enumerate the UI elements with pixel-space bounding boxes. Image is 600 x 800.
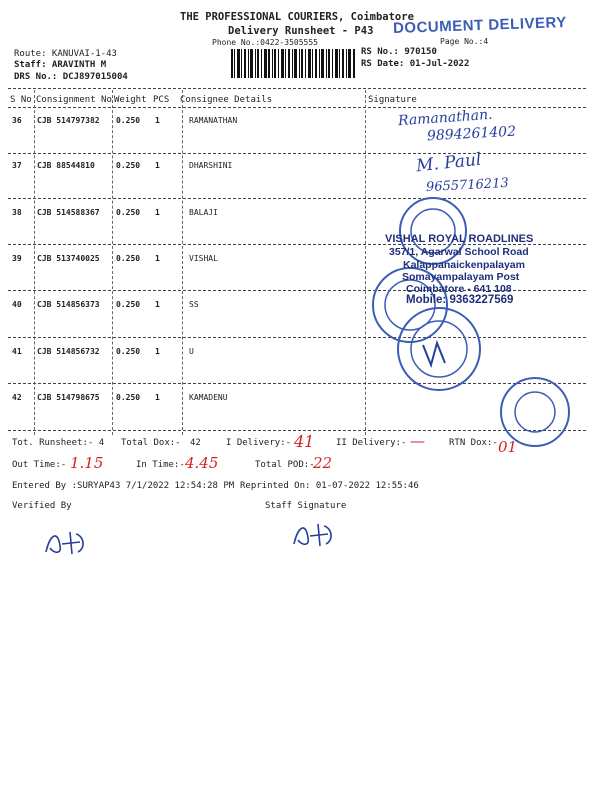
out-time-label: Out Time:- [12,460,67,470]
signature-dharshini: M. Paul [415,149,483,177]
row-pcs: 1 [155,393,160,402]
row-consignee: U [189,347,194,356]
row-weight: 0.250 [116,116,141,125]
reprinted-on: Reprinted On: 01-07-2022 12:55:46 [240,481,419,491]
row-weight: 0.250 [116,208,141,217]
row-pcs: 1 [155,300,160,309]
row-consignment: CJB 88544810 [37,161,95,170]
verified-signature-mark [40,524,95,562]
row-consignment: CJB 514856373 [37,300,100,309]
row-consignee: KAMADENU [189,393,228,402]
row-sno: 38 [12,208,22,217]
i-delivery-value: 41 [294,432,315,451]
stamp-mobile: Mobile: 9363227569 [406,294,514,306]
in-time-label: In Time:- [136,460,185,470]
out-time-value: 1.15 [70,454,104,472]
row-consignee: RAMANATHAN [189,116,238,125]
row-rule [8,198,586,199]
row-consignment: CJB 514588367 [37,208,100,217]
document-title: Delivery Runsheet - P43 [228,25,374,37]
row-consignee: BALAJI [189,208,218,217]
verified-by-label: Verified By [12,501,72,511]
row-sno: 37 [12,161,22,170]
col-header-weight: Weight [114,95,147,105]
total-dox-label: Total Dox:- [121,438,181,448]
staff-signature-label: Staff Signature [265,501,347,511]
row-sno: 39 [12,254,22,263]
row-sno: 42 [12,393,22,402]
signature-ramanathan: Ramanathan. [397,106,494,130]
table-header-rule [8,107,586,108]
row-sno: 41 [12,347,22,356]
company-name: THE PROFESSIONAL COURIERS, Coimbatore [180,11,414,23]
row-weight: 0.250 [116,254,141,263]
row-consignment: CJB 514797382 [37,116,100,125]
signature-ramanathan-phone: 9894261402 [426,123,517,145]
row-consignment: CJB 514798675 [37,393,100,402]
stamp-address-line: Kalappanaickenpalayam [403,259,525,271]
stamp-address-line: 357/1, Agarwal School Road [389,246,529,258]
in-time-value: 4.45 [185,454,219,472]
document-delivery-stamp: DOCUMENT DELIVERY [392,13,568,38]
staff-label: Staff: ARAVINTH M [14,60,107,70]
row-sno: 36 [12,116,22,125]
page-number: Page No.:4 [440,37,489,46]
rtn-dox-label: RTN Dox:- [449,438,498,448]
rtn-dox-value: 01 [498,438,518,456]
i-delivery-label: I Delivery:- [226,438,292,448]
ii-delivery-value: — [410,432,425,450]
barcode [231,49,356,78]
total-dox-value: 42 [190,438,201,448]
total-runsheet: Tot. Runsheet:- 4 [12,438,105,448]
row-consignee: SS [189,300,199,309]
rs-date: RS Date: 01-Jul-2022 [361,59,470,69]
col-header-consignment: Consignment No [36,95,112,105]
drs-number: DRS No.: DCJ897015004 [14,72,128,82]
row-weight: 0.250 [116,161,141,170]
total-pod-label: Total POD:- [255,460,315,470]
row-sno: 40 [12,300,22,309]
total-pod-value: 22 [313,454,333,472]
signature-dharshini-phone: 9655716213 [425,175,510,196]
row-rule [8,337,586,338]
row-consignee: DHARSHINI [189,161,233,170]
col-header-pcs: PCS [153,95,170,105]
row-pcs: 1 [155,254,160,263]
row-weight: 0.250 [116,393,141,402]
staff-signature-mark [288,516,343,554]
row-pcs: 1 [155,161,160,170]
row-pcs: 1 [155,347,160,356]
col-header-signature: Signature [368,95,417,105]
stamp-address-line: Somayampalayam Post [402,271,520,283]
phone-number: Phone No.:0422-3505555 [212,38,318,47]
row-pcs: 1 [155,208,160,217]
col-header-consignee: Consignee Details [180,95,273,105]
row-consignment: CJB 513740025 [37,254,100,263]
route-label: Route: KANUVAI-1-43 [14,49,117,59]
table-top-rule [8,88,586,89]
row-consignee: VISHAL [189,254,218,263]
col-header-sno: S No [10,95,32,105]
row-weight: 0.250 [116,347,141,356]
row-weight: 0.250 [116,300,141,309]
entered-by: Entered By :SURYAP43 7/1/2022 12:54:28 PM [12,481,235,491]
round-stamp-icon [395,305,483,396]
row-pcs: 1 [155,116,160,125]
stamp-company-name: VISHAL ROYAL ROADLINES [385,233,534,245]
ii-delivery-label: II Delivery:- [336,438,407,448]
row-rule [8,153,586,154]
row-consignment: CJB 514856732 [37,347,100,356]
stamp-address-line: Coimbatore - 641 108 [406,283,512,295]
rs-number: RS No.: 970150 [361,47,437,57]
